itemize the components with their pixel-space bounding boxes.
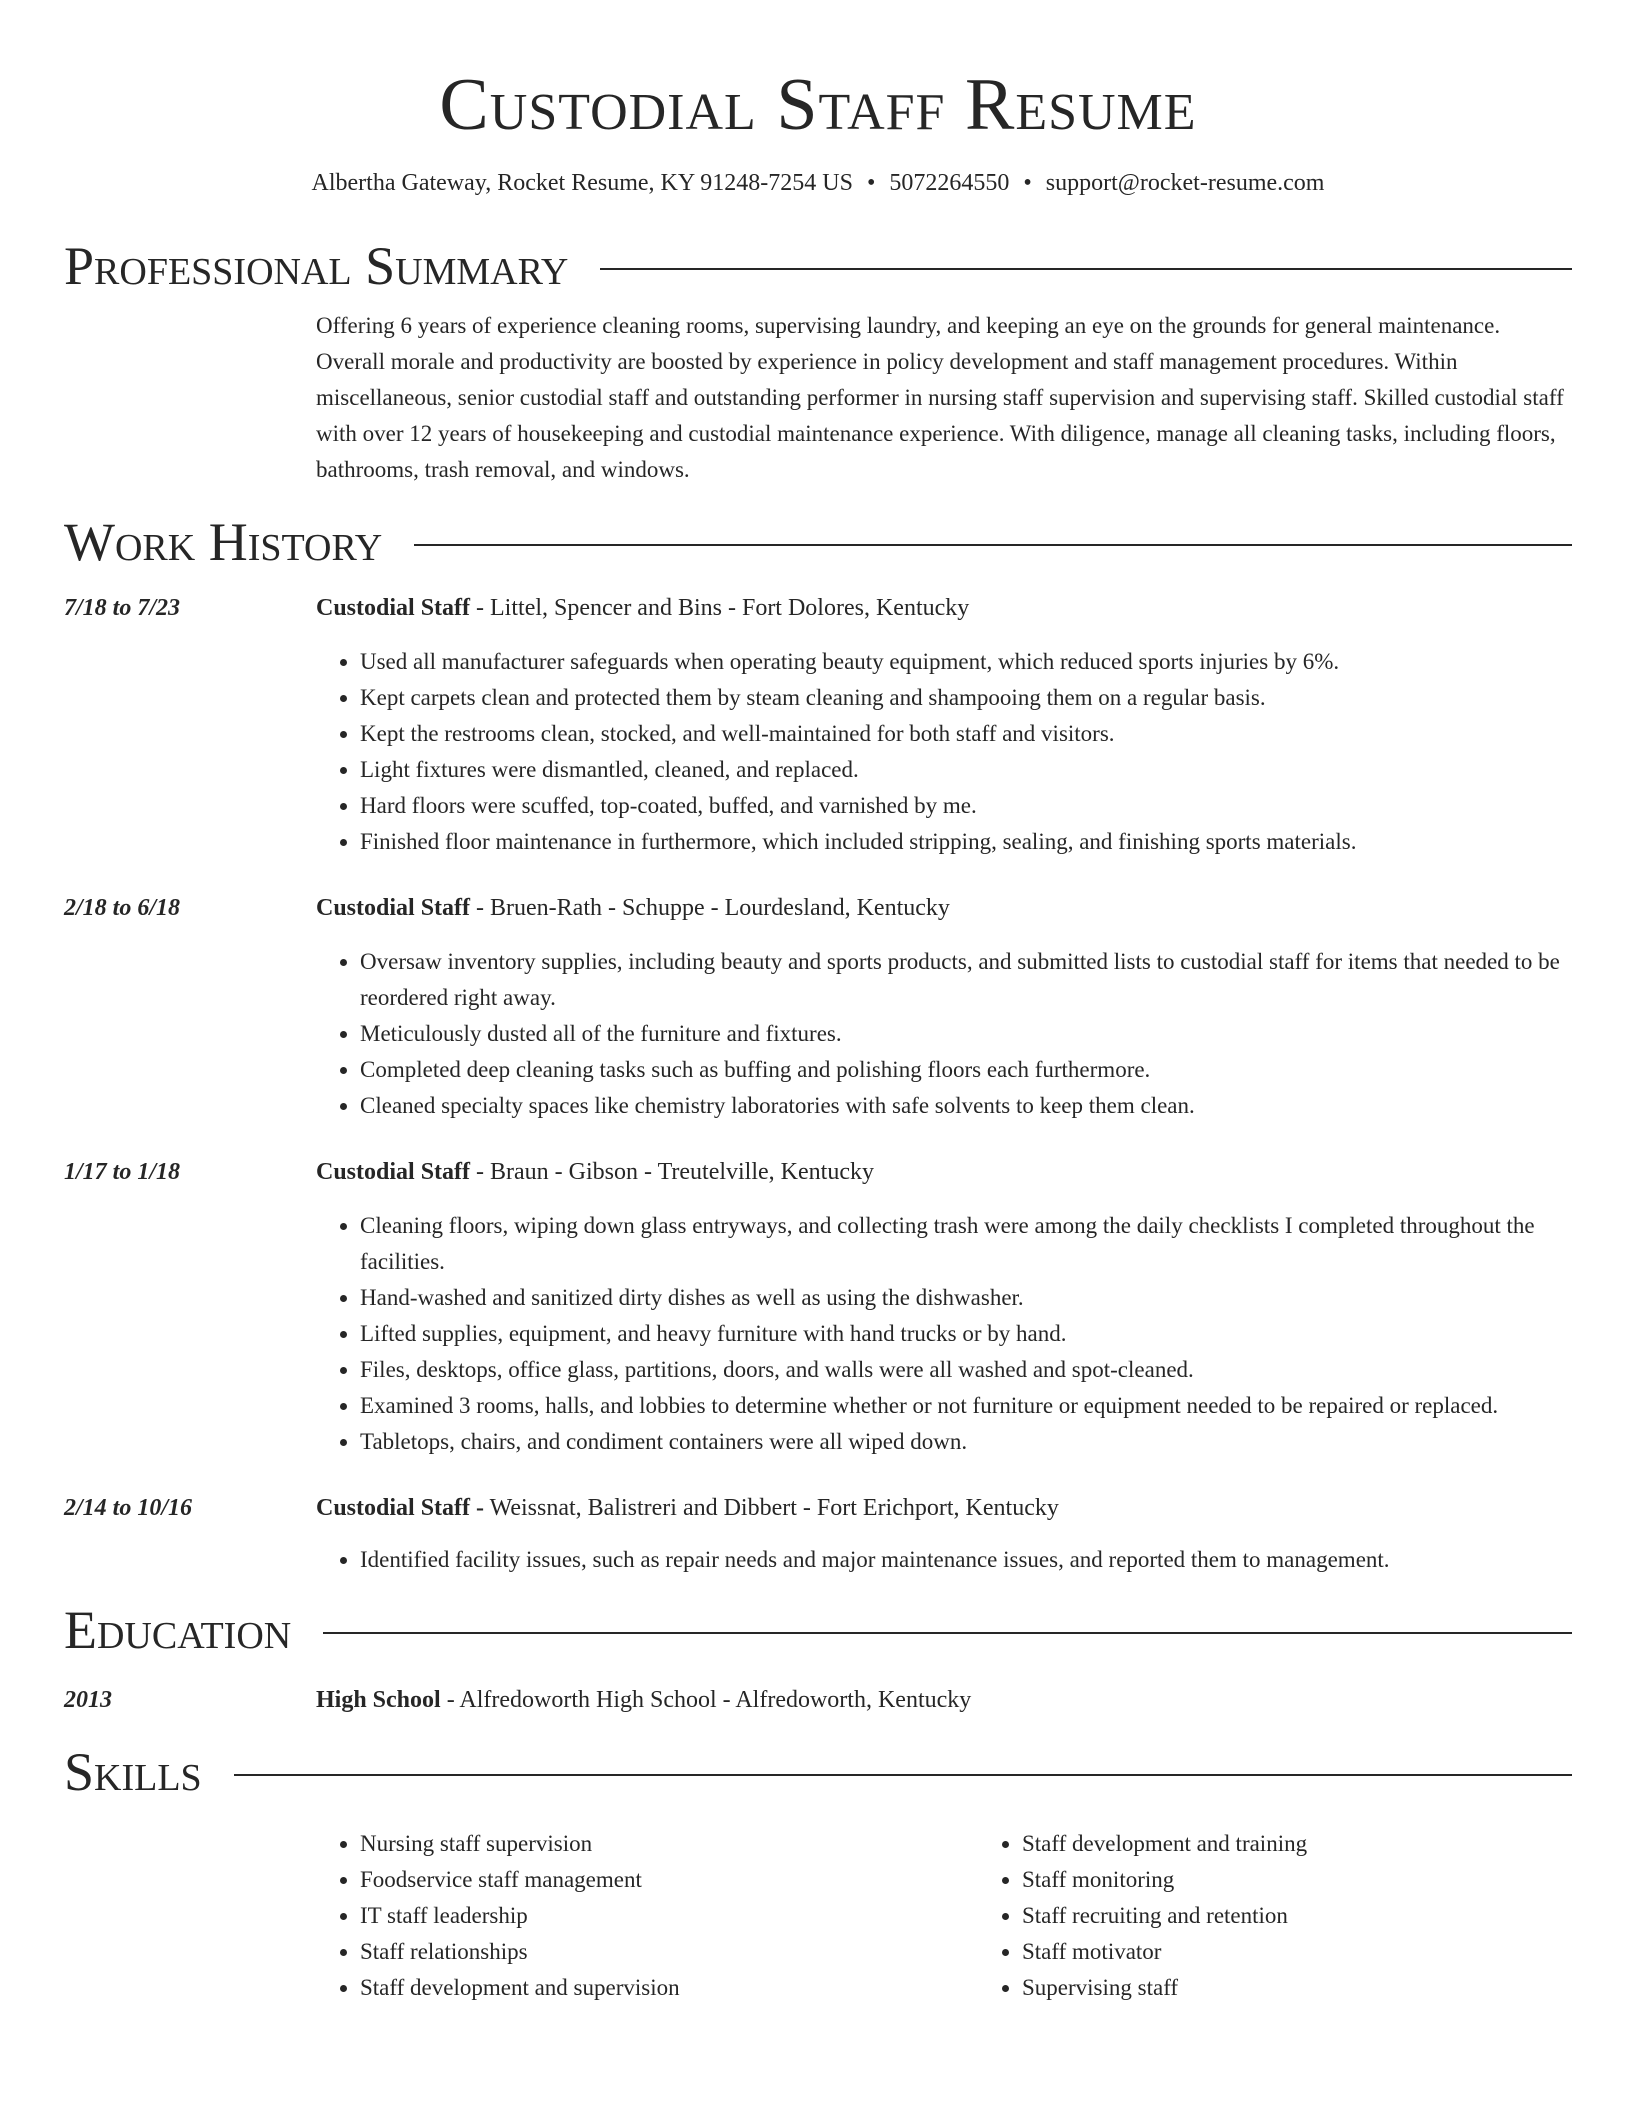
- list-item: • Tabletops, chairs, and condiment containers were all wiped down.: [360, 1424, 1572, 1460]
- job-entry: [64, 1490, 1572, 1578]
- list-item: • Files, desktops, office glass, partitions, doors, and walls were all washed and spot-cleaned.: [360, 1352, 1572, 1388]
- skills-spacer: [64, 1826, 316, 2006]
- education-year: 2013: [64, 1687, 112, 1713]
- skills-columns: [316, 1826, 1632, 2006]
- education-section-header: [64, 1598, 1572, 1662]
- summary-spacer: [64, 308, 316, 488]
- list-item: • Used all manufacturer safeguards when operating beauty equipment, which reduced sports injuries by 6%.: [360, 644, 1572, 680]
- skill-item: • Staff monitoring: [1022, 1862, 1632, 1898]
- job-details: Weissnat, Balistreri and Dibbert - Fort Erichport, Kentucky: [484, 1495, 1059, 1521]
- summary-text: Offering 6 years of experience cleaning rooms, supervising laundry, and keeping an eye on the grounds for general maintenance. Overall morale and productivity are boosted by experience in policy development and staff management procedures. Within miscellaneous, senior custodial staff and outstanding performer in nursing staff supervision and supervising staff. Skilled custodial staff with over 12 years of housekeeping and custodial maintenance experience. With diligence, manage all cleaning tasks, including floors, bathrooms, trash removal, and windows.: [316, 313, 1564, 482]
- contact-separator: •: [866, 170, 876, 196]
- skills-section-header: [64, 1740, 1572, 1804]
- section-divider: [414, 544, 1572, 546]
- job-dates: 1/17 to 1/18: [64, 1159, 181, 1185]
- job-entry: [64, 890, 1572, 1124]
- section-divider: [234, 1774, 1572, 1776]
- skills-section-title: Skills: [64, 1742, 202, 1802]
- education-body: [316, 1682, 1572, 1718]
- skills-row: [64, 1826, 1572, 2006]
- job-bullets: [316, 1542, 1572, 1578]
- list-item: • Kept carpets clean and protected them by steam cleaning and shampooing them on a regular basis.: [360, 680, 1572, 716]
- job-body: [316, 590, 1572, 860]
- job-role: Custodial Staff: [316, 1159, 471, 1185]
- job-dates: 2/14 to 10/16: [64, 1495, 193, 1521]
- education-entry: [64, 1682, 1572, 1718]
- list-item: • Meticulously dusted all of the furniture and fixtures.: [360, 1016, 1572, 1052]
- job-dates: 7/18 to 7/23: [64, 595, 181, 621]
- job-body: [316, 890, 1572, 1124]
- job-bullets: [316, 644, 1572, 860]
- skill-item: • Nursing staff supervision: [360, 1826, 978, 1862]
- list-item: • Cleaned specialty spaces like chemistry laboratories with safe solvents to keep them clean.: [360, 1088, 1572, 1124]
- job-body: [316, 1490, 1572, 1578]
- skills-list-left: [316, 1826, 978, 2006]
- list-item: • Examined 3 rooms, halls, and lobbies to determine whether or not furniture or equipment needed to be repaired or replaced.: [360, 1388, 1572, 1424]
- summary-section-title: Professional Summary: [64, 236, 569, 296]
- summary-body: [316, 308, 1572, 488]
- job-role: Custodial Staff: [316, 895, 471, 921]
- list-item: • Cleaning floors, wiping down glass entryways, and collecting trash were among the daily checklists I completed throughout the facilities.: [360, 1208, 1572, 1280]
- contact-line: [64, 168, 1572, 198]
- job-entry: [64, 590, 1572, 860]
- work-section-title: Work History: [64, 512, 383, 572]
- skill-item: • Foodservice staff management: [360, 1862, 978, 1898]
- list-item: • Oversaw inventory supplies, including beauty and sports products, and submitted lists to custodial staff for items that needed to be reordered right away.: [360, 944, 1572, 1016]
- skill-item: • Staff development and training: [1022, 1826, 1632, 1862]
- job-details: - Braun - Gibson - Treutelville, Kentucky: [470, 1159, 874, 1185]
- list-item: • Identified facility issues, such as repair needs and major maintenance issues, and reported them to management.: [360, 1542, 1572, 1578]
- work-section-header: [64, 510, 1572, 574]
- list-item: • Light fixtures were dismantled, cleaned, and replaced.: [360, 752, 1572, 788]
- skill-item: • Staff relationships: [360, 1934, 978, 1970]
- skills-list-right: [978, 1826, 1632, 2006]
- job-heading: [316, 1490, 1572, 1526]
- education-details: - Alfredoworth High School - Alfredoworth, Kentucky: [440, 1687, 972, 1713]
- job-body: [316, 1154, 1572, 1460]
- skill-item: • Staff development and supervision: [360, 1970, 978, 2006]
- job-dates: 2/18 to 6/18: [64, 895, 181, 921]
- education-degree: High School: [316, 1687, 441, 1713]
- summary-row: [64, 308, 1572, 488]
- section-divider: [323, 1632, 1572, 1634]
- list-item: • Completed deep cleaning tasks such as buffing and polishing floors each furthermore.: [360, 1052, 1572, 1088]
- education-section-title: Education: [64, 1600, 292, 1660]
- skill-item: • Supervising staff: [1022, 1970, 1632, 2006]
- job-role: Custodial Staff: [316, 595, 471, 621]
- job-heading: [316, 1154, 1572, 1190]
- list-item: • Kept the restrooms clean, stocked, and well-maintained for both staff and visitors.: [360, 716, 1572, 752]
- contact-email: support@rocket-resume.com: [1045, 170, 1325, 196]
- list-item: • Lifted supplies, equipment, and heavy furniture with hand trucks or by hand.: [360, 1316, 1572, 1352]
- contact-separator: •: [1023, 170, 1032, 196]
- job-bullets: [316, 1208, 1572, 1460]
- resume-title: Custodial Staff Resume: [439, 64, 1197, 146]
- skill-item: • IT staff leadership: [360, 1898, 978, 1934]
- resume-page: [64, 0, 1572, 2006]
- education-heading: [316, 1682, 1572, 1718]
- job-role: Custodial Staff -: [316, 1495, 485, 1521]
- list-item: • Hand-washed and sanitized dirty dishes as well as using the dishwasher.: [360, 1280, 1572, 1316]
- job-heading: [316, 590, 1572, 626]
- job-heading: [316, 890, 1572, 926]
- contact-address: Albertha Gateway, Rocket Resume, KY 91248-7254 US: [311, 170, 853, 196]
- list-item: • Hard floors were scuffed, top-coated, buffed, and varnished by me.: [360, 788, 1572, 824]
- contact-phone: 5072264550: [889, 170, 1010, 196]
- list-item: • Finished floor maintenance in furthermore, which included stripping, sealing, and finishing sports materials.: [360, 824, 1572, 860]
- summary-section-header: [64, 234, 1572, 298]
- job-entry: [64, 1154, 1572, 1460]
- job-details: - Littel, Spencer and Bins - Fort Dolores, Kentucky: [470, 595, 970, 621]
- skill-item: • Staff recruiting and retention: [1022, 1898, 1632, 1934]
- job-details: - Bruen-Rath - Schuppe - Lourdesland, Kentucky: [470, 895, 950, 921]
- skill-item: • Staff motivator: [1022, 1934, 1632, 1970]
- section-divider: [600, 268, 1572, 270]
- job-bullets: [316, 944, 1572, 1124]
